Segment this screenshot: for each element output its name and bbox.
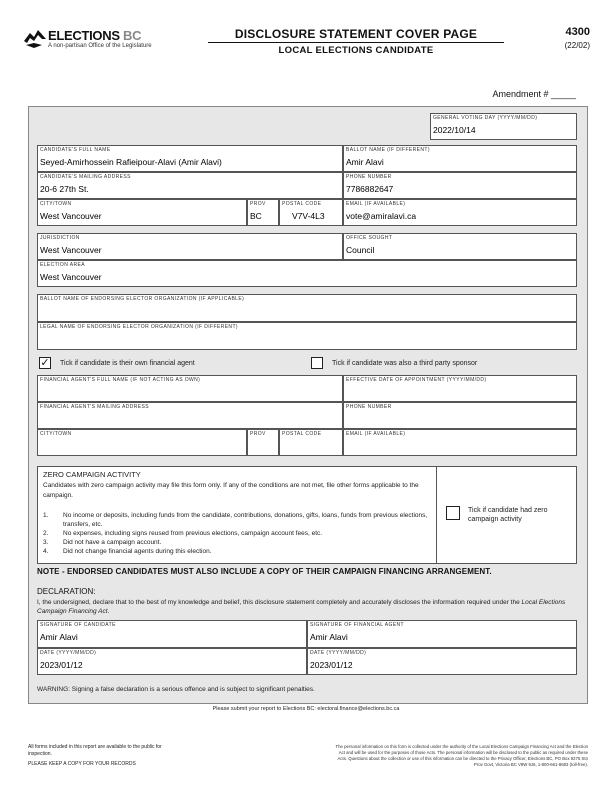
declaration-text-b: . bbox=[107, 608, 110, 615]
field-value: 7786882647 bbox=[346, 184, 394, 194]
declaration-text-a: I, the undersigned, declare that to the best of my knowledge and belief, this disclosure statement completely and accurately discloses the information required under the bbox=[37, 599, 522, 606]
field-label: JURISDICTION bbox=[40, 235, 80, 241]
logo-subtitle: A non-partisan Office of the Legislature bbox=[48, 43, 152, 49]
field-label: OFFICE SOUGHT bbox=[346, 235, 393, 241]
agent-date-field[interactable] bbox=[307, 648, 577, 675]
general-voting-day-field[interactable] bbox=[430, 113, 577, 140]
page-title: DISCLOSURE STATEMENT COVER PAGE bbox=[208, 27, 504, 43]
field-label: SIGNATURE OF FINANCIAL AGENT bbox=[310, 622, 404, 628]
logo-suffix: BC bbox=[123, 28, 142, 43]
list-item bbox=[43, 538, 433, 547]
field-label: CITY/TOWN bbox=[40, 431, 72, 437]
zero-activity-tick-label: Tick if candidate had zero campaign activity bbox=[468, 507, 548, 523]
field-label: ELECTION AREA bbox=[40, 262, 85, 268]
agent-postal-field[interactable] bbox=[279, 429, 343, 456]
field-label: DATE (YYYY/MM/DD) bbox=[310, 650, 367, 656]
field-value: Council bbox=[346, 245, 375, 255]
zero-activity-list bbox=[43, 511, 433, 556]
field-value: 2023/01/12 bbox=[310, 660, 353, 670]
agent-mailing-field[interactable] bbox=[37, 402, 343, 429]
agent-name-field[interactable] bbox=[37, 375, 343, 402]
list-text: No expenses, including signs reused from previous elections, campaign account fees, etc. bbox=[63, 530, 323, 537]
list-item bbox=[43, 511, 433, 529]
field-label: DATE (YYYY/MM/DD) bbox=[40, 650, 97, 656]
third-party-label: Tick if candidate was also a third party sponsor bbox=[332, 360, 478, 367]
amendment-field[interactable]: Amendment # _____ bbox=[492, 89, 576, 99]
agent-province-field[interactable] bbox=[247, 429, 279, 456]
ballot-org-field[interactable] bbox=[37, 294, 577, 322]
city-field[interactable] bbox=[37, 199, 247, 226]
jurisdiction-field[interactable] bbox=[37, 233, 343, 260]
zero-activity-title: ZERO CAMPAIGN ACTIVITY bbox=[43, 470, 141, 479]
declaration-text bbox=[37, 598, 577, 616]
agent-signature-field[interactable] bbox=[307, 620, 577, 648]
agent-email-field[interactable] bbox=[343, 429, 577, 456]
field-label: POSTAL CODE bbox=[282, 201, 322, 207]
field-label: BALLOT NAME (IF DIFFERENT) bbox=[346, 147, 430, 153]
field-label: EFFECTIVE DATE OF APPOINTMENT (YYYY/MM/DD) bbox=[346, 377, 487, 383]
field-label: GENERAL VOTING DAY (YYYY/MM/DD) bbox=[433, 115, 538, 121]
email-field[interactable] bbox=[343, 199, 577, 226]
field-label: PHONE NUMBER bbox=[346, 404, 392, 410]
list-text: No income or deposits, including funds from the candidate, contributions, donations, gifts, loans, funds from previous elections, transfers, etc. bbox=[63, 512, 428, 528]
postal-code-field[interactable] bbox=[279, 199, 343, 226]
logo-name: ELECTIONS bbox=[48, 28, 120, 43]
field-value: West Vancouver bbox=[40, 211, 102, 221]
list-number: 4. bbox=[43, 548, 49, 555]
own-agent-label: Tick if candidate is their own financial agent bbox=[60, 360, 195, 367]
field-value: vote@amiralavi.ca bbox=[346, 211, 417, 221]
phone-field[interactable] bbox=[343, 172, 577, 199]
field-label: EMAIL (IF AVAILABLE) bbox=[346, 201, 406, 207]
zero-divider bbox=[436, 467, 437, 563]
candidate-date-field[interactable] bbox=[37, 648, 307, 675]
field-label: SIGNATURE OF CANDIDATE bbox=[40, 622, 116, 628]
list-number: 3. bbox=[43, 539, 49, 546]
legal-org-field[interactable] bbox=[37, 322, 577, 350]
field-label: LEGAL NAME OF ENDORSING ELECTOR ORGANIZATION (IF DIFFERENT) bbox=[40, 324, 238, 330]
field-value: Seyed-Amirhossein Rafieipour-Alavi (Amir Alavi) bbox=[40, 157, 222, 167]
list-text: Did not change financial agents during this election. bbox=[63, 548, 212, 555]
list-number: 1. bbox=[43, 512, 49, 519]
field-label: BALLOT NAME OF ENDORSING ELECTOR ORGANIZATION (IF APPLICABLE) bbox=[40, 296, 245, 302]
field-value: West Vancouver bbox=[40, 272, 102, 282]
warning-text: WARNING: Signing a false declaration is a serious offence and is subject to significant penalties. bbox=[37, 686, 315, 693]
field-label: PHONE NUMBER bbox=[346, 174, 392, 180]
logo-text bbox=[48, 28, 141, 43]
field-label: PROV bbox=[250, 201, 266, 207]
field-value: BC bbox=[250, 211, 262, 221]
field-value: 2023/01/12 bbox=[40, 660, 83, 670]
page-subtitle: LOCAL ELECTIONS CANDIDATE bbox=[278, 45, 434, 56]
field-label: CANDIDATE'S FULL NAME bbox=[40, 147, 111, 153]
third-party-checkbox[interactable] bbox=[311, 357, 323, 369]
footer-left bbox=[28, 744, 178, 768]
candidate-name-field[interactable] bbox=[37, 145, 343, 172]
public-inspection-note: All forms included in this report are available to the public for inspection. bbox=[28, 744, 162, 757]
privacy-notice: The personal information on this form is collected under the authority of the Local Elections Campaign Financing Act and the Election Act and will be used for the purposes of those Acts. The personal information will be disclosed to the public as required under these Acts. Questions about the collection or use of this information can be directed to the Privacy Officer, Elections BC, PO Box 9275 Stn Prov Govt, Victoria BC V8W 9J6, 1-800-661-8683 (toll-free). bbox=[335, 744, 588, 767]
declaration-title: DECLARATION: bbox=[37, 587, 96, 596]
field-label: CANDIDATE'S MAILING ADDRESS bbox=[40, 174, 131, 180]
field-label: POSTAL CODE bbox=[282, 431, 322, 437]
list-item bbox=[43, 529, 433, 538]
office-sought-field[interactable] bbox=[343, 233, 577, 260]
election-area-field[interactable] bbox=[37, 260, 577, 287]
field-label: FINANCIAL AGENT'S FULL NAME (IF NOT ACTING AS OWN) bbox=[40, 377, 201, 383]
submit-instructions[interactable]: Please submit your report to Elections BC: electoral.finance@elections.bc.ca bbox=[212, 706, 400, 712]
field-value: Amir Alavi bbox=[40, 632, 78, 642]
agent-city-field[interactable] bbox=[37, 429, 247, 456]
form-revision: (22/02) bbox=[564, 41, 590, 50]
keep-copy-note: PLEASE KEEP A COPY FOR YOUR RECORDS bbox=[28, 761, 136, 767]
field-value: Amir Alavi bbox=[310, 632, 348, 642]
agent-phone-field[interactable] bbox=[343, 402, 577, 429]
mailing-address-field[interactable] bbox=[37, 172, 343, 199]
province-field[interactable] bbox=[247, 199, 279, 226]
zero-activity-text: Candidates with zero campaign activity may file this form only. If any of the conditions are not met, file other forms applicable to the campaign. bbox=[43, 482, 419, 499]
field-label: EMAIL (IF AVAILABLE) bbox=[346, 431, 406, 437]
list-text: Did not have a campaign account. bbox=[63, 539, 162, 546]
declaration-act: Local Elections Campaign Financing Act bbox=[37, 599, 566, 615]
candidate-signature-field[interactable] bbox=[37, 620, 307, 648]
field-label: CITY/TOWN bbox=[40, 201, 72, 207]
agent-appointment-field[interactable] bbox=[343, 375, 577, 402]
field-value: Amir Alavi bbox=[346, 157, 384, 167]
own-agent-checkbox[interactable]: ✓ bbox=[40, 357, 50, 369]
field-value: 2022/10/14 bbox=[433, 125, 476, 135]
zero-activity-checkbox[interactable] bbox=[446, 506, 460, 520]
elections-bc-logo-icon bbox=[22, 27, 48, 49]
list-item bbox=[43, 547, 433, 556]
form-number: 4300 bbox=[565, 26, 590, 38]
endorsed-note: NOTE - ENDORSED CANDIDATES MUST ALSO INCLUDE A COPY OF THEIR CAMPAIGN FINANCING ARRANGEMENT. bbox=[37, 567, 492, 576]
field-value: V7V-4L3 bbox=[292, 211, 325, 221]
field-label: FINANCIAL AGENT'S MAILING ADDRESS bbox=[40, 404, 149, 410]
field-label: PROV bbox=[250, 431, 266, 437]
field-value: West Vancouver bbox=[40, 245, 102, 255]
ballot-name-field[interactable] bbox=[343, 145, 577, 172]
list-number: 2. bbox=[43, 530, 49, 537]
zero-activity-section bbox=[37, 466, 577, 564]
field-value: 20-6 27th St. bbox=[40, 184, 89, 194]
